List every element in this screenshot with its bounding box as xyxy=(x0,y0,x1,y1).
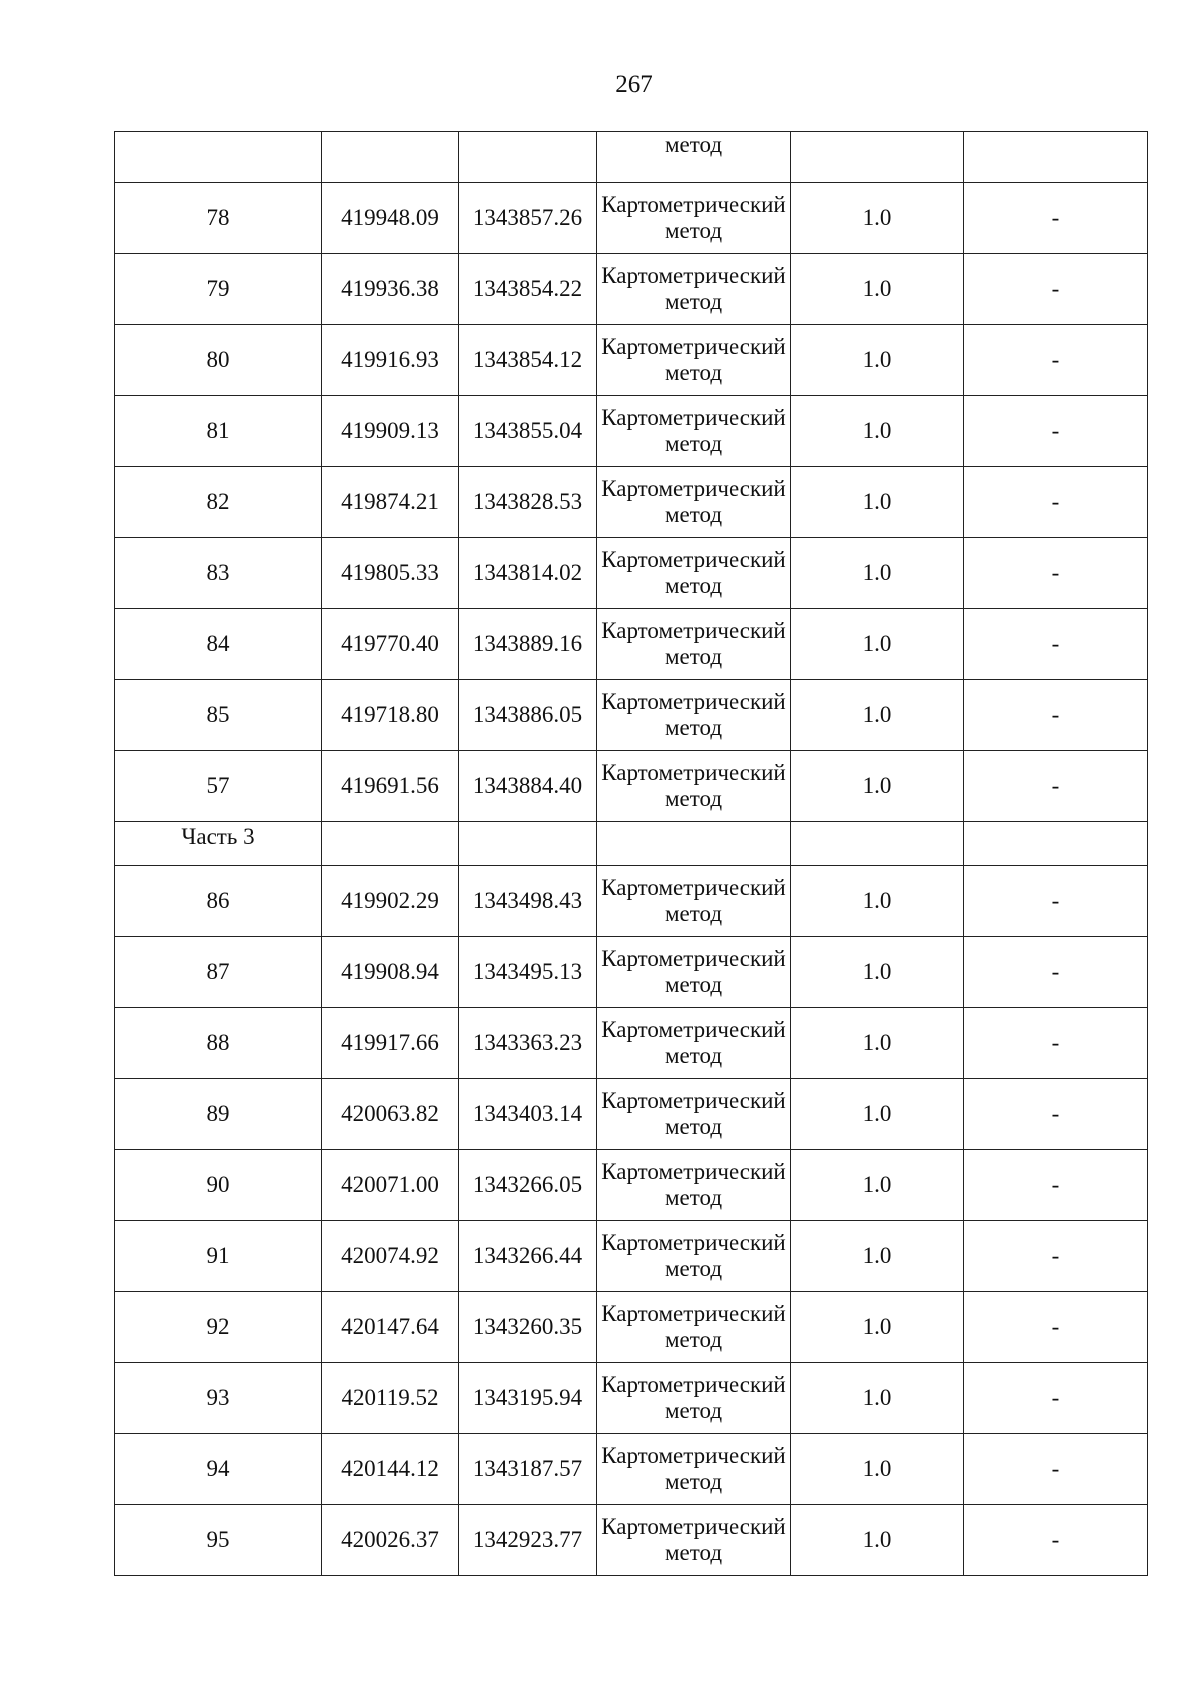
method-line-1: Картометрический xyxy=(601,547,786,572)
note-cell: - xyxy=(964,1221,1148,1292)
section-row xyxy=(115,822,1148,866)
y-coordinate-cell: 1343403.14 xyxy=(459,1079,597,1150)
table-row xyxy=(115,680,1148,751)
accuracy-cell: 1.0 xyxy=(791,183,964,254)
table-row xyxy=(115,396,1148,467)
x-coordinate-cell: 420074.92 xyxy=(322,1221,459,1292)
y-cell xyxy=(459,132,597,183)
table-row xyxy=(115,1079,1148,1150)
x-coordinate-cell: 419917.66 xyxy=(322,1008,459,1079)
method-cell xyxy=(597,254,791,325)
method-line-2: метод xyxy=(664,1114,723,1139)
x-coordinate-cell: 419718.80 xyxy=(322,680,459,751)
method-text: метод xyxy=(664,132,723,157)
table-row xyxy=(115,1150,1148,1221)
accuracy-cell: 1.0 xyxy=(791,254,964,325)
method-line-2: метод xyxy=(664,1256,723,1281)
section-empty-cell xyxy=(597,822,791,866)
section-empty-cell xyxy=(791,822,964,866)
y-coordinate-cell: 1343187.57 xyxy=(459,1434,597,1505)
table-row xyxy=(115,1292,1148,1363)
accuracy-cell: 1.0 xyxy=(791,680,964,751)
method-line-1: Картометрический xyxy=(601,946,786,971)
x-coordinate-cell: 419909.13 xyxy=(322,396,459,467)
accuracy-cell: 1.0 xyxy=(791,1363,964,1434)
method-cell xyxy=(597,1363,791,1434)
note-cell: - xyxy=(964,1079,1148,1150)
method-line-1: Картометрический xyxy=(601,1514,786,1539)
method-line-2: метод xyxy=(664,715,723,740)
y-coordinate-cell: 1343495.13 xyxy=(459,937,597,1008)
x-coordinate-cell: 420119.52 xyxy=(322,1363,459,1434)
note-cell: - xyxy=(964,866,1148,937)
y-coordinate-cell: 1343886.05 xyxy=(459,680,597,751)
method-line-1: Картометрический xyxy=(601,1230,786,1255)
accuracy-cell: 1.0 xyxy=(791,1008,964,1079)
method-line-2: метод xyxy=(664,1540,723,1565)
table-row xyxy=(115,325,1148,396)
method-line-1: Картометрический xyxy=(601,476,786,501)
y-coordinate-cell: 1343884.40 xyxy=(459,751,597,822)
point-cell: 84 xyxy=(115,609,322,680)
method-cell xyxy=(597,1505,791,1576)
note-cell: - xyxy=(964,937,1148,1008)
point-cell: 92 xyxy=(115,1292,322,1363)
accuracy-cell: 1.0 xyxy=(791,1221,964,1292)
method-line-2: метод xyxy=(664,901,723,926)
point-cell: 89 xyxy=(115,1079,322,1150)
accuracy-cell: 1.0 xyxy=(791,538,964,609)
table-row xyxy=(115,1434,1148,1505)
table-row xyxy=(115,467,1148,538)
y-coordinate-cell: 1343855.04 xyxy=(459,396,597,467)
table-row xyxy=(115,1008,1148,1079)
note-cell: - xyxy=(964,1292,1148,1363)
page-number: 267 xyxy=(615,71,653,98)
x-coordinate-cell: 419908.94 xyxy=(322,937,459,1008)
method-line-1: Картометрический xyxy=(601,760,786,785)
y-coordinate-cell: 1343854.22 xyxy=(459,254,597,325)
method-cell xyxy=(597,680,791,751)
note-cell: - xyxy=(964,1150,1148,1221)
method-cell xyxy=(597,1150,791,1221)
accuracy-cell: 1.0 xyxy=(791,1434,964,1505)
point-cell: 81 xyxy=(115,396,322,467)
y-coordinate-cell: 1343828.53 xyxy=(459,467,597,538)
method-line-2: метод xyxy=(664,1327,723,1352)
table-row xyxy=(115,254,1148,325)
point-cell: 94 xyxy=(115,1434,322,1505)
method-cell xyxy=(597,609,791,680)
method-line-2: метод xyxy=(664,360,723,385)
x-coordinate-cell: 420063.82 xyxy=(322,1079,459,1150)
method-line-2: метод xyxy=(664,573,723,598)
x-coordinate-cell: 419874.21 xyxy=(322,467,459,538)
method-cell xyxy=(597,1434,791,1505)
method-cell xyxy=(597,132,791,183)
method-line-2: метод xyxy=(664,502,723,527)
x-coordinate-cell: 419691.56 xyxy=(322,751,459,822)
x-coordinate-cell: 419770.40 xyxy=(322,609,459,680)
method-line-2: метод xyxy=(664,1469,723,1494)
accuracy-cell: 1.0 xyxy=(791,325,964,396)
x-coordinate-cell: 419916.93 xyxy=(322,325,459,396)
method-cell xyxy=(597,866,791,937)
table-row xyxy=(115,751,1148,822)
x-coordinate-cell: 419936.38 xyxy=(322,254,459,325)
method-line-2: метод xyxy=(664,1043,723,1068)
coordinates-table-body xyxy=(115,132,1148,1576)
accuracy-cell: 1.0 xyxy=(791,1079,964,1150)
point-cell: 79 xyxy=(115,254,322,325)
table-row xyxy=(115,609,1148,680)
point-cell: 83 xyxy=(115,538,322,609)
method-cell xyxy=(597,396,791,467)
method-line-2: метод xyxy=(664,1185,723,1210)
point-cell: 90 xyxy=(115,1150,322,1221)
note-cell: - xyxy=(964,680,1148,751)
table-row-continued xyxy=(115,132,1148,183)
note-cell: - xyxy=(964,1008,1148,1079)
method-line-1: Картометрический xyxy=(601,263,786,288)
method-cell xyxy=(597,183,791,254)
note-cell: - xyxy=(964,751,1148,822)
x-coordinate-cell: 420026.37 xyxy=(322,1505,459,1576)
method-line-2: метод xyxy=(664,289,723,314)
x-cell xyxy=(322,132,459,183)
method-line-1: Картометрический xyxy=(601,1088,786,1113)
method-line-1: Картометрический xyxy=(601,689,786,714)
section-empty-cell xyxy=(459,822,597,866)
note-cell: - xyxy=(964,538,1148,609)
method-cell xyxy=(597,1008,791,1079)
x-coordinate-cell: 420071.00 xyxy=(322,1150,459,1221)
section-empty-cell xyxy=(322,822,459,866)
method-line-1: Картометрический xyxy=(601,334,786,359)
y-coordinate-cell: 1343889.16 xyxy=(459,609,597,680)
point-cell: 88 xyxy=(115,1008,322,1079)
table-row xyxy=(115,538,1148,609)
method-cell xyxy=(597,1221,791,1292)
table-row xyxy=(115,1221,1148,1292)
note-cell: - xyxy=(964,1505,1148,1576)
x-coordinate-cell: 420144.12 xyxy=(322,1434,459,1505)
accuracy-cell: 1.0 xyxy=(791,1292,964,1363)
table-row xyxy=(115,183,1148,254)
note-cell: - xyxy=(964,183,1148,254)
note-cell: - xyxy=(964,1434,1148,1505)
method-line-1: Картометрический xyxy=(601,875,786,900)
note-cell: - xyxy=(964,467,1148,538)
accuracy-cell: 1.0 xyxy=(791,751,964,822)
point-cell: 95 xyxy=(115,1505,322,1576)
y-coordinate-cell: 1343854.12 xyxy=(459,325,597,396)
method-line-1: Картометрический xyxy=(601,405,786,430)
y-coordinate-cell: 1343857.26 xyxy=(459,183,597,254)
accuracy-cell: 1.0 xyxy=(791,1505,964,1576)
point-cell xyxy=(115,132,322,183)
x-coordinate-cell: 420147.64 xyxy=(322,1292,459,1363)
method-line-1: Картометрический xyxy=(601,1372,786,1397)
method-line-1: Картометрический xyxy=(601,618,786,643)
note-cell: - xyxy=(964,254,1148,325)
method-line-1: Картометрический xyxy=(601,192,786,217)
point-cell: 57 xyxy=(115,751,322,822)
coordinates-table xyxy=(114,131,1148,1576)
x-coordinate-cell: 419902.29 xyxy=(322,866,459,937)
method-line-1: Картометрический xyxy=(601,1017,786,1042)
accuracy-cell: 1.0 xyxy=(791,467,964,538)
method-line-2: метод xyxy=(664,972,723,997)
accuracy-cell: 1.0 xyxy=(791,937,964,1008)
method-cell xyxy=(597,538,791,609)
note-cell xyxy=(964,132,1148,183)
accuracy-cell: 1.0 xyxy=(791,609,964,680)
point-cell: 93 xyxy=(115,1363,322,1434)
method-line-2: метод xyxy=(664,786,723,811)
table-row xyxy=(115,937,1148,1008)
point-cell: 80 xyxy=(115,325,322,396)
method-line-1: Картометрический xyxy=(601,1159,786,1184)
y-coordinate-cell: 1343266.05 xyxy=(459,1150,597,1221)
point-cell: 87 xyxy=(115,937,322,1008)
note-cell: - xyxy=(964,325,1148,396)
accuracy-cell: 1.0 xyxy=(791,1150,964,1221)
method-cell xyxy=(597,1079,791,1150)
point-cell: 86 xyxy=(115,866,322,937)
note-cell: - xyxy=(964,1363,1148,1434)
y-coordinate-cell: 1343195.94 xyxy=(459,1363,597,1434)
x-coordinate-cell: 419948.09 xyxy=(322,183,459,254)
x-coordinate-cell: 419805.33 xyxy=(322,538,459,609)
table-row xyxy=(115,866,1148,937)
y-coordinate-cell: 1342923.77 xyxy=(459,1505,597,1576)
y-coordinate-cell: 1343814.02 xyxy=(459,538,597,609)
accuracy-cell: 1.0 xyxy=(791,866,964,937)
method-line-1: Картометрический xyxy=(601,1443,786,1468)
method-line-2: метод xyxy=(664,431,723,456)
point-cell: 91 xyxy=(115,1221,322,1292)
method-cell xyxy=(597,325,791,396)
y-coordinate-cell: 1343363.23 xyxy=(459,1008,597,1079)
table-row xyxy=(115,1363,1148,1434)
method-cell xyxy=(597,1292,791,1363)
table-row xyxy=(115,1505,1148,1576)
note-cell: - xyxy=(964,396,1148,467)
method-cell xyxy=(597,467,791,538)
section-title: Часть 3 xyxy=(115,822,322,866)
y-coordinate-cell: 1343266.44 xyxy=(459,1221,597,1292)
note-cell: - xyxy=(964,609,1148,680)
method-line-2: метод xyxy=(664,644,723,669)
method-line-2: метод xyxy=(664,218,723,243)
method-cell xyxy=(597,751,791,822)
method-cell xyxy=(597,937,791,1008)
section-empty-cell xyxy=(964,822,1148,866)
accuracy-cell: 1.0 xyxy=(791,396,964,467)
y-coordinate-cell: 1343498.43 xyxy=(459,866,597,937)
point-cell: 78 xyxy=(115,183,322,254)
point-cell: 82 xyxy=(115,467,322,538)
accuracy-cell xyxy=(791,132,964,183)
point-cell: 85 xyxy=(115,680,322,751)
y-coordinate-cell: 1343260.35 xyxy=(459,1292,597,1363)
method-line-2: метод xyxy=(664,1398,723,1423)
method-line-1: Картометрический xyxy=(601,1301,786,1326)
